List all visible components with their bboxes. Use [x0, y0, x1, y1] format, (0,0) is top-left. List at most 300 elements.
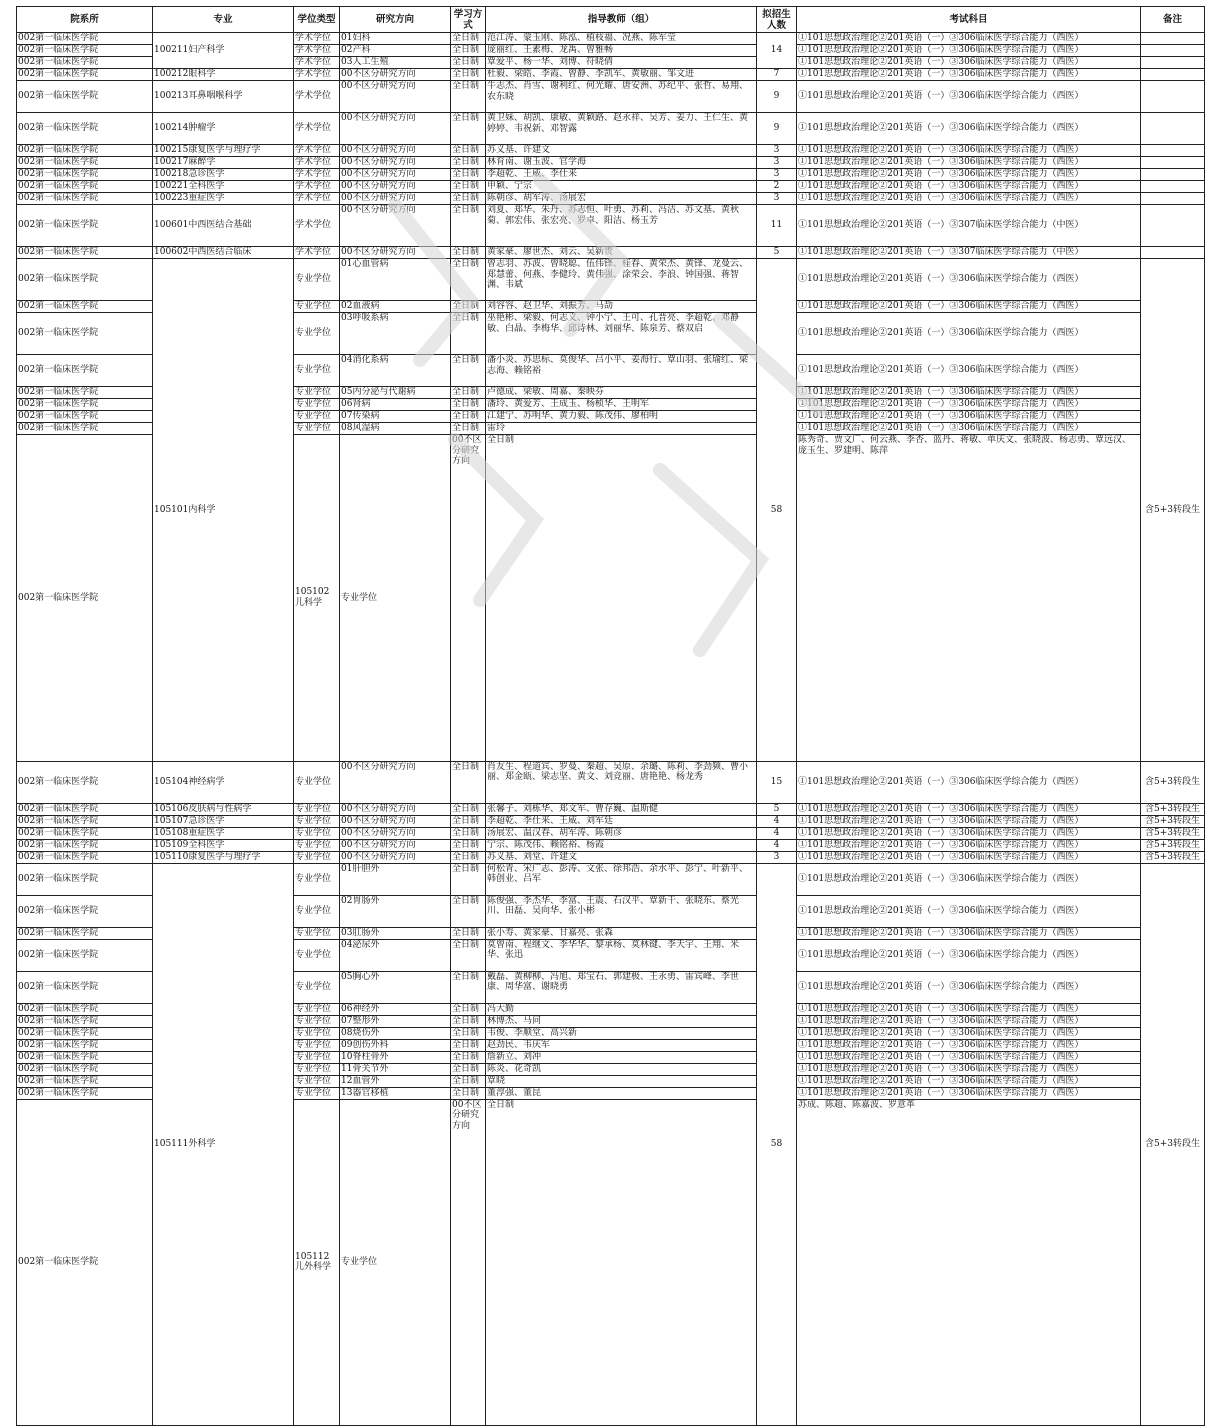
cell-study-mode: 全日制	[451, 33, 486, 45]
cell-study-mode: 全日制	[451, 313, 486, 355]
cell-degree-type: 专业学位	[294, 1087, 340, 1099]
cell-exam: ①101思想政治理论②201英语（一）③306临床医学综合能力（西医）	[797, 145, 1141, 157]
cell-degree-type: 专业学位	[294, 927, 340, 939]
cell-remark	[1141, 113, 1205, 145]
cell-degree-type: 学术学位	[294, 81, 340, 113]
cell-advisors: 赵劲民、韦庆军	[486, 1039, 757, 1051]
cell-remark	[1141, 45, 1205, 57]
cell-advisors: 董淳强、董昆	[486, 1087, 757, 1099]
cell-exam: ①101思想政治理论②201英语（一）③306临床医学综合能力（西医）	[797, 1051, 1141, 1063]
cell-exam: ①101思想政治理论②201英语（一）③306临床医学综合能力（西医）	[797, 301, 1141, 313]
cell-dept: 002第一临床医学院	[17, 827, 153, 839]
cell-study-mode: 全日制	[451, 827, 486, 839]
cell-dept: 002第一临床医学院	[17, 169, 153, 181]
cell-study-mode: 全日制	[451, 895, 486, 927]
cell-exam: ①101思想政治理论②201英语（一）③306临床医学综合能力（西医）	[797, 387, 1141, 399]
cell-degree-type: 专业学位	[294, 301, 340, 313]
header-planned: 拟招生人数	[757, 7, 797, 33]
cell-advisors: 苏义基、刘堂、许建文	[486, 851, 757, 863]
cell-direction: 00不区分研究方向	[340, 81, 451, 113]
cell-direction: 00不区分研究方向	[451, 435, 486, 762]
cell-remark	[1141, 205, 1205, 247]
cell-degree-type: 专业学位	[294, 1003, 340, 1015]
cell-exam: ①101思想政治理论②201英语（一）③306临床医学综合能力（西医）	[797, 157, 1141, 169]
table-row	[17, 69, 1205, 81]
cell-exam: ①101思想政治理论②201英语（一）③306临床医学综合能力（西医）	[797, 815, 1141, 827]
cell-degree-type: 学术学位	[294, 205, 340, 247]
cell-direction: 04泌尿外	[340, 939, 451, 971]
cell-exam: ①101思想政治理论②201英语（一）③306临床医学综合能力（西医）	[797, 313, 1141, 355]
cell-study-mode: 全日制	[451, 839, 486, 851]
cell-study-mode: 全日制	[451, 851, 486, 863]
cell-advisors: 庞丽红、王素梅、龙禹、曾雅畅	[486, 45, 757, 57]
cell-direction: 03肛肠外	[340, 927, 451, 939]
cell-dept: 002第一临床医学院	[17, 895, 153, 927]
cell-exam: ①101思想政治理论②201英语（一）③306临床医学综合能力（西医）	[797, 45, 1141, 57]
cell-exam: ①101思想政治理论②201英语（一）③306临床医学综合能力（西医）	[797, 181, 1141, 193]
cell-remark	[1141, 157, 1205, 169]
cell-planned: 4	[757, 827, 797, 839]
cell-degree-type: 学术学位	[294, 113, 340, 145]
table-row	[17, 205, 1205, 247]
cell-degree-type: 专业学位	[294, 895, 340, 927]
cell-dept: 002第一临床医学院	[17, 1087, 153, 1099]
cell-planned: 15	[757, 761, 797, 803]
cell-remark	[1141, 169, 1205, 181]
cell-degree-type: 专业学位	[294, 399, 340, 411]
cell-dept: 002第一临床医学院	[17, 69, 153, 81]
cell-exam: ①101思想政治理论②201英语（一）③306临床医学综合能力（西医）	[797, 863, 1141, 895]
cell-major: 100217麻醉学	[153, 157, 294, 169]
cell-degree-type: 学术学位	[294, 169, 340, 181]
table-row	[17, 827, 1205, 839]
cell-degree-type: 专业学位	[294, 313, 340, 355]
cell-direction: 06神经外	[340, 1003, 451, 1015]
cell-direction: 00不区分研究方向	[340, 815, 451, 827]
cell-study-mode: 全日制	[451, 423, 486, 435]
cell-exam: ①101思想政治理论②201英语（一）③306临床医学综合能力（西医）	[797, 1087, 1141, 1099]
header-direction: 研究方向	[340, 7, 451, 33]
cell-remark	[1141, 69, 1205, 81]
table-header-row	[17, 7, 1205, 33]
cell-remark	[1141, 81, 1205, 113]
cell-study-mode: 全日制	[451, 57, 486, 69]
cell-exam: ①101思想政治理论②201英语（一）③306临床医学综合能力（西医）	[797, 57, 1141, 69]
cell-planned: 58	[757, 863, 797, 1426]
table-row	[17, 145, 1205, 157]
cell-study-mode: 全日制	[451, 761, 486, 803]
cell-major: 105108重症医学	[153, 827, 294, 839]
cell-study-mode: 全日制	[451, 113, 486, 145]
cell-study-mode: 全日制	[451, 205, 486, 247]
cell-dept: 002第一临床医学院	[17, 205, 153, 247]
cell-exam: ①101思想政治理论②201英语（一）③306临床医学综合能力（西医）	[797, 827, 1141, 839]
cell-degree-type: 专业学位	[294, 939, 340, 971]
cell-study-mode: 全日制	[451, 939, 486, 971]
cell-study-mode: 全日制	[451, 1075, 486, 1087]
cell-major: 100211妇产科学	[153, 33, 294, 69]
cell-planned: 7	[757, 69, 797, 81]
cell-dept: 002第一临床医学院	[17, 33, 153, 45]
cell-advisors: 申颖、宁宗	[486, 181, 757, 193]
cell-advisors: 牛志杰、肖雪、谢利红、何光耀、唐安洲、苏纪平、张哲、易翔、农东晓	[486, 81, 757, 113]
cell-direction: 02胃肠外	[340, 895, 451, 927]
table-row	[17, 851, 1205, 863]
cell-degree-type: 专业学位	[294, 839, 340, 851]
cell-study-mode: 全日制	[451, 45, 486, 57]
cell-dept: 002第一临床医学院	[17, 355, 153, 387]
cell-exam: ①101思想政治理论②201英语（一）③306临床医学综合能力（西医）	[797, 355, 1141, 387]
cell-advisors: 韦俊、李顺堂、高兴新	[486, 1027, 757, 1039]
cell-exam: ①101思想政治理论②201英语（一）③306临床医学综合能力（西医）	[797, 169, 1141, 181]
cell-degree-type: 专业学位	[294, 971, 340, 1003]
cell-planned: 4	[757, 839, 797, 851]
cell-advisors: 覃晓	[486, 1075, 757, 1087]
cell-major: 105107急诊医学	[153, 815, 294, 827]
cell-study-mode: 全日制	[451, 81, 486, 113]
cell-exam: ①101思想政治理论②201英语（一）③306临床医学综合能力（西医）	[797, 927, 1141, 939]
cell-dept: 002第一临床医学院	[17, 57, 153, 69]
cell-exam: ①101思想政治理论②201英语（一）③306临床医学综合能力（西医）	[797, 803, 1141, 815]
cell-dept: 002第一临床医学院	[17, 863, 153, 895]
cell-advisors: 刘夏、郑华、朱丹、苏志恒、叶勇、苏莉、冯洁、苏文基、黄秋菊、郭宏伟、张宏亮、罗卓、阳洁、杨玉芳	[486, 205, 757, 247]
cell-direction: 00不区分研究方向	[340, 839, 451, 851]
cell-study-mode: 全日制	[451, 971, 486, 1003]
cell-dept: 002第一临床医学院	[17, 761, 153, 803]
cell-planned: 3	[757, 851, 797, 863]
cell-remark	[1141, 145, 1205, 157]
cell-exam: ①101思想政治理论②201英语（一）③306临床医学综合能力（西医）	[797, 423, 1141, 435]
cell-degree-type: 专业学位	[294, 827, 340, 839]
cell-degree-type: 专业学位	[294, 863, 340, 895]
cell-dept: 002第一临床医学院	[17, 45, 153, 57]
cell-exam: ①101思想政治理论②201英语（一）③306临床医学综合能力（西医）	[797, 259, 1141, 301]
header-study-mode: 学习方式	[451, 7, 486, 33]
cell-advisors: 潘小炎、苏思标、莫俊华、吕小平、姜海行、覃山羽、张瑜红、梁志海、赖铭裕	[486, 355, 757, 387]
cell-direction: 10脊柱骨外	[340, 1051, 451, 1063]
table-row	[17, 247, 1205, 259]
table-row	[17, 81, 1205, 113]
cell-dept: 002第一临床医学院	[17, 1075, 153, 1087]
cell-direction: 12血管外	[340, 1075, 451, 1087]
cell-exam: ①101思想政治理论②201英语（一）③306临床医学综合能力（西医）	[797, 1039, 1141, 1051]
cell-study-mode: 全日制	[451, 387, 486, 399]
cell-direction: 05胸心外	[340, 971, 451, 1003]
cell-degree-type: 专业学位	[294, 387, 340, 399]
cell-advisors: 戴磊、黄柳柳、冯旭、郑宝石、郭建极、王永勇、雷宾峰、李世康、周华富、谢晓勇	[486, 971, 757, 1003]
cell-dept: 002第一临床医学院	[17, 927, 153, 939]
cell-planned: 9	[757, 113, 797, 145]
cell-study-mode: 全日制	[451, 1051, 486, 1063]
cell-major: 100215康复医学与理疗学	[153, 145, 294, 157]
cell-advisors: 范江涛、蒙玉刚、陈泓、植枝福、况燕、陈军莹	[486, 33, 757, 45]
cell-direction: 03呼吸系病	[340, 313, 451, 355]
cell-advisors: 李超乾、王威、李仕来	[486, 169, 757, 181]
cell-dept: 002第一临床医学院	[17, 145, 153, 157]
cell-planned: 3	[757, 157, 797, 169]
table-row	[17, 863, 1205, 895]
cell-remark: 含5+3转段生	[1141, 259, 1205, 762]
cell-study-mode: 全日制	[451, 301, 486, 313]
cell-study-mode: 全日制	[451, 815, 486, 827]
cell-dept: 002第一临床医学院	[17, 1003, 153, 1015]
cell-major: 105104神经病学	[153, 761, 294, 803]
cell-major: 105111外科学	[153, 863, 294, 1426]
cell-direction: 00不区分研究方向	[451, 1099, 486, 1426]
cell-remark	[1141, 57, 1205, 69]
cell-planned: 5	[757, 803, 797, 815]
cell-degree-type: 学术学位	[294, 181, 340, 193]
cell-degree-type: 学术学位	[294, 193, 340, 205]
cell-direction: 00不区分研究方向	[340, 113, 451, 145]
cell-dept: 002第一临床医学院	[17, 399, 153, 411]
cell-exam: ①101思想政治理论②201英语（一）③306临床医学综合能力（西医）	[797, 1027, 1141, 1039]
cell-degree-type: 学术学位	[294, 45, 340, 57]
cell-major: 105102儿科学	[294, 435, 340, 762]
cell-degree-type: 专业学位	[294, 1051, 340, 1063]
cell-remark: 含5+3转段生	[1141, 851, 1205, 863]
header-advisors: 指导教师（组）	[486, 7, 757, 33]
cell-degree-type: 专业学位	[294, 1027, 340, 1039]
cell-advisors: 林育南、谢玉波、官学海	[486, 157, 757, 169]
cell-direction: 08风湿病	[340, 423, 451, 435]
cell-dept: 002第一临床医学院	[17, 1063, 153, 1075]
cell-major: 105112儿外科学	[294, 1099, 340, 1426]
cell-direction: 00不区分研究方向	[340, 803, 451, 815]
admissions-table-sheet	[16, 6, 1205, 1426]
cell-planned: 3	[757, 169, 797, 181]
cell-study-mode: 全日制	[451, 69, 486, 81]
cell-exam: ①101思想政治理论②201英语（一）③306临床医学综合能力（西医）	[797, 113, 1141, 145]
cell-dept: 002第一临床医学院	[17, 815, 153, 827]
cell-direction: 01妇科	[340, 33, 451, 45]
cell-study-mode: 全日制	[451, 1039, 486, 1051]
cell-dept: 002第一临床医学院	[17, 301, 153, 313]
cell-major: 100213耳鼻咽喉科学	[153, 81, 294, 113]
cell-study-mode: 全日制	[451, 181, 486, 193]
table-row	[17, 181, 1205, 193]
cell-major: 100221全科医学	[153, 181, 294, 193]
cell-advisors: 何松青、宋广志、彭涛、文张、徐邦浩、余水平、彭宁、叶新平、韩创业、吕军	[486, 863, 757, 895]
cell-direction: 01心血管病	[340, 259, 451, 301]
cell-advisors: 潘玲、黄爱芳、王成玉、杨桢华、王明军	[486, 399, 757, 411]
cell-remark: 含5+3转段生	[1141, 815, 1205, 827]
cell-study-mode: 全日制	[451, 1015, 486, 1027]
cell-direction: 00不区分研究方向	[340, 145, 451, 157]
cell-study-mode: 全日制	[451, 1027, 486, 1039]
cell-advisors: 林博杰、马问	[486, 1015, 757, 1027]
cell-study-mode: 全日制	[451, 803, 486, 815]
cell-exam: ①101思想政治理论②201英语（一）③306临床医学综合能力（西医）	[797, 1075, 1141, 1087]
cell-advisors: 陈朝彦、胡军涛、汤展宏	[486, 193, 757, 205]
table-body	[17, 33, 1205, 1426]
cell-exam: ①101思想政治理论②201英语（一）③307临床医学综合能力（中医）	[797, 247, 1141, 259]
cell-direction: 04消化系病	[340, 355, 451, 387]
cell-advisors: 苏义基、许建文	[486, 145, 757, 157]
header-major: 专业	[153, 7, 294, 33]
cell-degree-type: 专业学位	[340, 435, 451, 762]
cell-degree-type: 专业学位	[294, 803, 340, 815]
table-row	[17, 803, 1205, 815]
table-row	[17, 815, 1205, 827]
table-row	[17, 839, 1205, 851]
cell-direction: 05内分泌与代谢病	[340, 387, 451, 399]
cell-advisors: 陈炎、花奇凯	[486, 1063, 757, 1075]
cell-dept: 002第一临床医学院	[17, 247, 153, 259]
cell-major: 105101内科学	[153, 259, 294, 762]
cell-study-mode: 全日制	[486, 1099, 757, 1426]
cell-exam: ①101思想政治理论②201英语（一）③307临床医学综合能力（中医）	[797, 205, 1141, 247]
cell-planned: 3	[757, 193, 797, 205]
cell-advisors: 覃爱平、杨一华、刘博、符晓倩	[486, 57, 757, 69]
cell-dept: 002第一临床医学院	[17, 1099, 153, 1426]
cell-direction: 02血液病	[340, 301, 451, 313]
cell-direction: 03人工生殖	[340, 57, 451, 69]
cell-advisors: 宁宗、陈茂伟、赖铭裕、杨霞	[486, 839, 757, 851]
cell-exam: ①101思想政治理论②201英语（一）③306临床医学综合能力（西医）	[797, 1003, 1141, 1015]
cell-study-mode: 全日制	[451, 927, 486, 939]
cell-study-mode: 全日制	[451, 145, 486, 157]
table-row	[17, 157, 1205, 169]
cell-direction: 13器官移植	[340, 1087, 451, 1099]
cell-dept: 002第一临床医学院	[17, 411, 153, 423]
cell-dept: 002第一临床医学院	[17, 1039, 153, 1051]
cell-planned: 4	[757, 815, 797, 827]
cell-study-mode: 全日制	[451, 157, 486, 169]
cell-major: 100601中西医结合基础	[153, 205, 294, 247]
table-row	[17, 761, 1205, 803]
cell-study-mode: 全日制	[451, 193, 486, 205]
table-row	[17, 259, 1205, 301]
cell-direction: 07传染病	[340, 411, 451, 423]
cell-degree-type: 专业学位	[294, 259, 340, 301]
cell-direction: 00不区分研究方向	[340, 827, 451, 839]
cell-study-mode: 全日制	[451, 399, 486, 411]
cell-dept: 002第一临床医学院	[17, 435, 153, 762]
cell-direction: 00不区分研究方向	[340, 169, 451, 181]
cell-degree-type: 专业学位	[294, 761, 340, 803]
cell-exam: ①101思想政治理论②201英语（一）③306临床医学综合能力（西医）	[797, 399, 1141, 411]
table-row	[17, 33, 1205, 45]
cell-planned: 3	[757, 145, 797, 157]
cell-direction: 11骨关节外	[340, 1063, 451, 1075]
cell-advisors: 杜毅、梁皓、李霞、曾静、李凯军、黄敏丽、邹文进	[486, 69, 757, 81]
cell-remark: 含5+3转段生	[1141, 839, 1205, 851]
cell-degree-type: 学术学位	[294, 157, 340, 169]
header-degree-type: 学位类型	[294, 7, 340, 33]
cell-major: 100212眼科学	[153, 69, 294, 81]
cell-exam: ①101思想政治理论②201英语（一）③306临床医学综合能力（西医）	[797, 895, 1141, 927]
cell-advisors: 张小寿、黄家豪、甘嘉亮、张森	[486, 927, 757, 939]
cell-exam: ①101思想政治理论②201英语（一）③306临床医学综合能力（西医）	[797, 939, 1141, 971]
cell-direction: 00不区分研究方向	[340, 205, 451, 247]
cell-advisors: 肖友生、程道宾、罗曼、秦超、吴原、余璐、陈莉、李劲频、曹小丽、郑金瓯、梁志坚、黄文、刘竞丽、唐艳艳、杨龙秀	[486, 761, 757, 803]
cell-degree-type: 专业学位	[294, 815, 340, 827]
header-exam: 考试科目	[797, 7, 1141, 33]
cell-degree-type: 专业学位	[294, 355, 340, 387]
cell-advisors: 陈俊强、李杰华、李富、王震、石汉平、覃新干、张晓东、蔡光川、田磊、吴向华、张小彬	[486, 895, 757, 927]
cell-exam: ①101思想政治理论②201英语（一）③306临床医学综合能力（西医）	[797, 411, 1141, 423]
cell-remark	[1141, 247, 1205, 259]
cell-degree-type: 专业学位	[294, 411, 340, 423]
cell-degree-type: 专业学位	[294, 423, 340, 435]
cell-major: 100218急诊医学	[153, 169, 294, 181]
cell-study-mode: 全日制	[486, 435, 757, 762]
cell-planned: 14	[757, 33, 797, 69]
cell-study-mode: 全日制	[451, 259, 486, 301]
cell-exam: ①101思想政治理论②201英语（一）③306临床医学综合能力（西医）	[797, 193, 1141, 205]
cell-direction: 00不区分研究方向	[340, 157, 451, 169]
cell-remark: 含5+3转段生	[1141, 803, 1205, 815]
cell-exam: ①101思想政治理论②201英语（一）③306临床医学综合能力（西医）	[797, 839, 1141, 851]
cell-direction: 01肝胆外	[340, 863, 451, 895]
cell-degree-type: 学术学位	[294, 57, 340, 69]
cell-degree-type: 学术学位	[294, 247, 340, 259]
cell-dept: 002第一临床医学院	[17, 1051, 153, 1063]
cell-remark	[1141, 33, 1205, 45]
header-dept: 院系所	[17, 7, 153, 33]
cell-dept: 002第一临床医学院	[17, 839, 153, 851]
cell-exam: ①101思想政治理论②201英语（一）③306临床医学综合能力（西医）	[797, 851, 1141, 863]
cell-study-mode: 全日制	[451, 169, 486, 181]
cell-dept: 002第一临床医学院	[17, 1027, 153, 1039]
cell-major: 105110康复医学与理疗学	[153, 851, 294, 863]
cell-dept: 002第一临床医学院	[17, 939, 153, 971]
cell-dept: 002第一临床医学院	[17, 259, 153, 301]
cell-direction: 08烧伤外	[340, 1027, 451, 1039]
cell-major: 100223重症医学	[153, 193, 294, 205]
cell-remark: 含5+3转段生	[1141, 761, 1205, 803]
cell-planned: 2	[757, 181, 797, 193]
cell-direction: 09创伤外科	[340, 1039, 451, 1051]
cell-advisors: 詹新立、刘冲	[486, 1051, 757, 1063]
cell-dept: 002第一临床医学院	[17, 113, 153, 145]
cell-planned: 11	[757, 205, 797, 247]
cell-dept: 002第一临床医学院	[17, 971, 153, 1003]
cell-dept: 002第一临床医学院	[17, 803, 153, 815]
cell-exam: ①101思想政治理论②201英语（一）③306临床医学综合能力（西医）	[797, 1063, 1141, 1075]
cell-planned: 9	[757, 81, 797, 113]
cell-degree-type: 专业学位	[340, 1099, 451, 1426]
cell-advisors: 黄卫妹、胡凯、康敏、黄颖路、赵永祥、吴芳、姜力、王仁生、黄婷婷、韦祝新、邓智露	[486, 113, 757, 145]
cell-study-mode: 全日制	[451, 863, 486, 895]
cell-study-mode: 全日制	[451, 1087, 486, 1099]
table-row	[17, 169, 1205, 181]
cell-direction: 00不区分研究方向	[340, 69, 451, 81]
cell-remark	[1141, 181, 1205, 193]
admissions-table	[16, 6, 1205, 1426]
cell-study-mode: 全日制	[451, 247, 486, 259]
table-row	[17, 113, 1205, 145]
cell-direction: 00不区分研究方向	[340, 851, 451, 863]
cell-degree-type: 专业学位	[294, 1039, 340, 1051]
cell-remark: 含5+3转段生	[1141, 827, 1205, 839]
cell-degree-type: 学术学位	[294, 69, 340, 81]
cell-dept: 002第一临床医学院	[17, 851, 153, 863]
cell-study-mode: 全日制	[451, 355, 486, 387]
cell-advisors: 莫曾南、程继文、李华华、黎承杨、莫林键、李天宇、王翔、米华、张迅	[486, 939, 757, 971]
cell-advisors: 卢德成、梁敏、周嘉、秦映芬	[486, 387, 757, 399]
cell-direction: 00不区分研究方向	[340, 181, 451, 193]
cell-exam: ①101思想政治理论②201英语（一）③306临床医学综合能力（西医）	[797, 81, 1141, 113]
cell-exam: ①101思想政治理论②201英语（一）③306临床医学综合能力（西医）	[797, 69, 1141, 81]
header-remark: 备注	[1141, 7, 1205, 33]
cell-exam: ①101思想政治理论②201英语（一）③306临床医学综合能力（西医）	[797, 761, 1141, 803]
cell-advisors: 刘容容、赵卫华、刘振芳、马劼	[486, 301, 757, 313]
cell-advisors: 巫艳彬、梁毅、何志义、钟小宁、王可、孔晋亮、李超乾、邓静敏、白晶、李梅华、邱诗林、刘丽华、陈泉芳、蔡双启	[486, 313, 757, 355]
cell-dept: 002第一临床医学院	[17, 313, 153, 355]
cell-remark: 含5+3转段生	[1141, 863, 1205, 1426]
